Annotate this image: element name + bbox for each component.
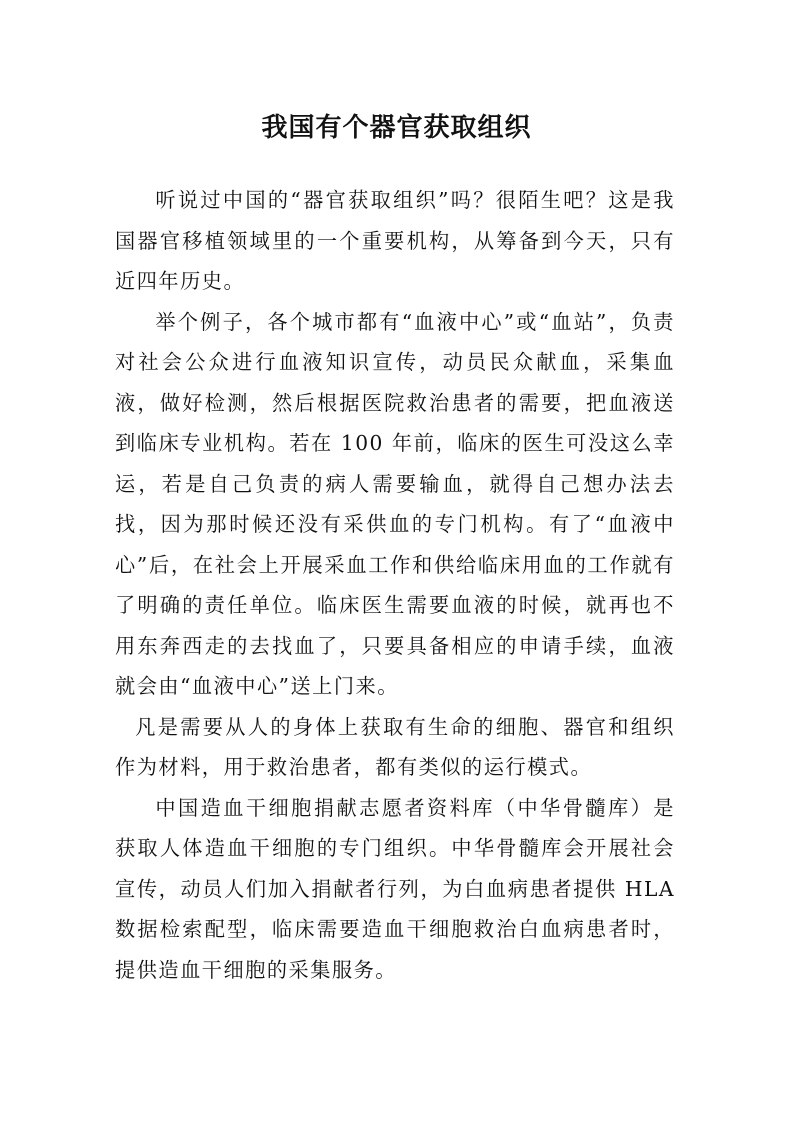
- document-body: [115, 180, 675, 990]
- paragraph-3: 凡是需要从人的身体上获取有生命的细胞、器官和组织作为材料，用于救治患者，都有类似的运行模式。: [115, 714, 675, 779]
- paragraph-1: 听说过中国的“器官获取组织”吗？很陌生吧？这是我国器官移植领域里的一个重要机构，从筹备到今天，只有近四年历史。: [115, 188, 675, 293]
- paragraph-4: 中国造血干细胞捐献志愿者资料库（中华骨髓库）是获取人体造血干细胞的专门组织。中华骨髓库会开展社会宣传，动员人们加入捐献者行列，为白血病患者提供 HLA 数据检索配型，临床需要造血干细胞救治白血病患者时，提供造血干细胞的采集服务。: [115, 795, 675, 982]
- document-title: 我国有个器官获取组织: [261, 113, 532, 143]
- paragraph-2: 举个例子，各个城市都有“血液中心”或“血站”，负责对社会公众进行血液知识宣传，动员民众献血，采集血液，做好检测，然后根据医院救治患者的需要，把血液送到临床专业机构。若在 100 年前，临床的医生可没这么幸运，若是自己负责的病人需要输血，就得自己想办法去找，因为那时候还没有采供血的专门机构。有了“血液中心”后，在社会上开展采血工作和供给临床用血的工作就有了明确的责任单位。临床医生需要血液的时候，就再也不用东奔西走的去找血了，只要具备相应的申请手续，血液就会由“血液中心”送上门来。: [115, 309, 675, 698]
